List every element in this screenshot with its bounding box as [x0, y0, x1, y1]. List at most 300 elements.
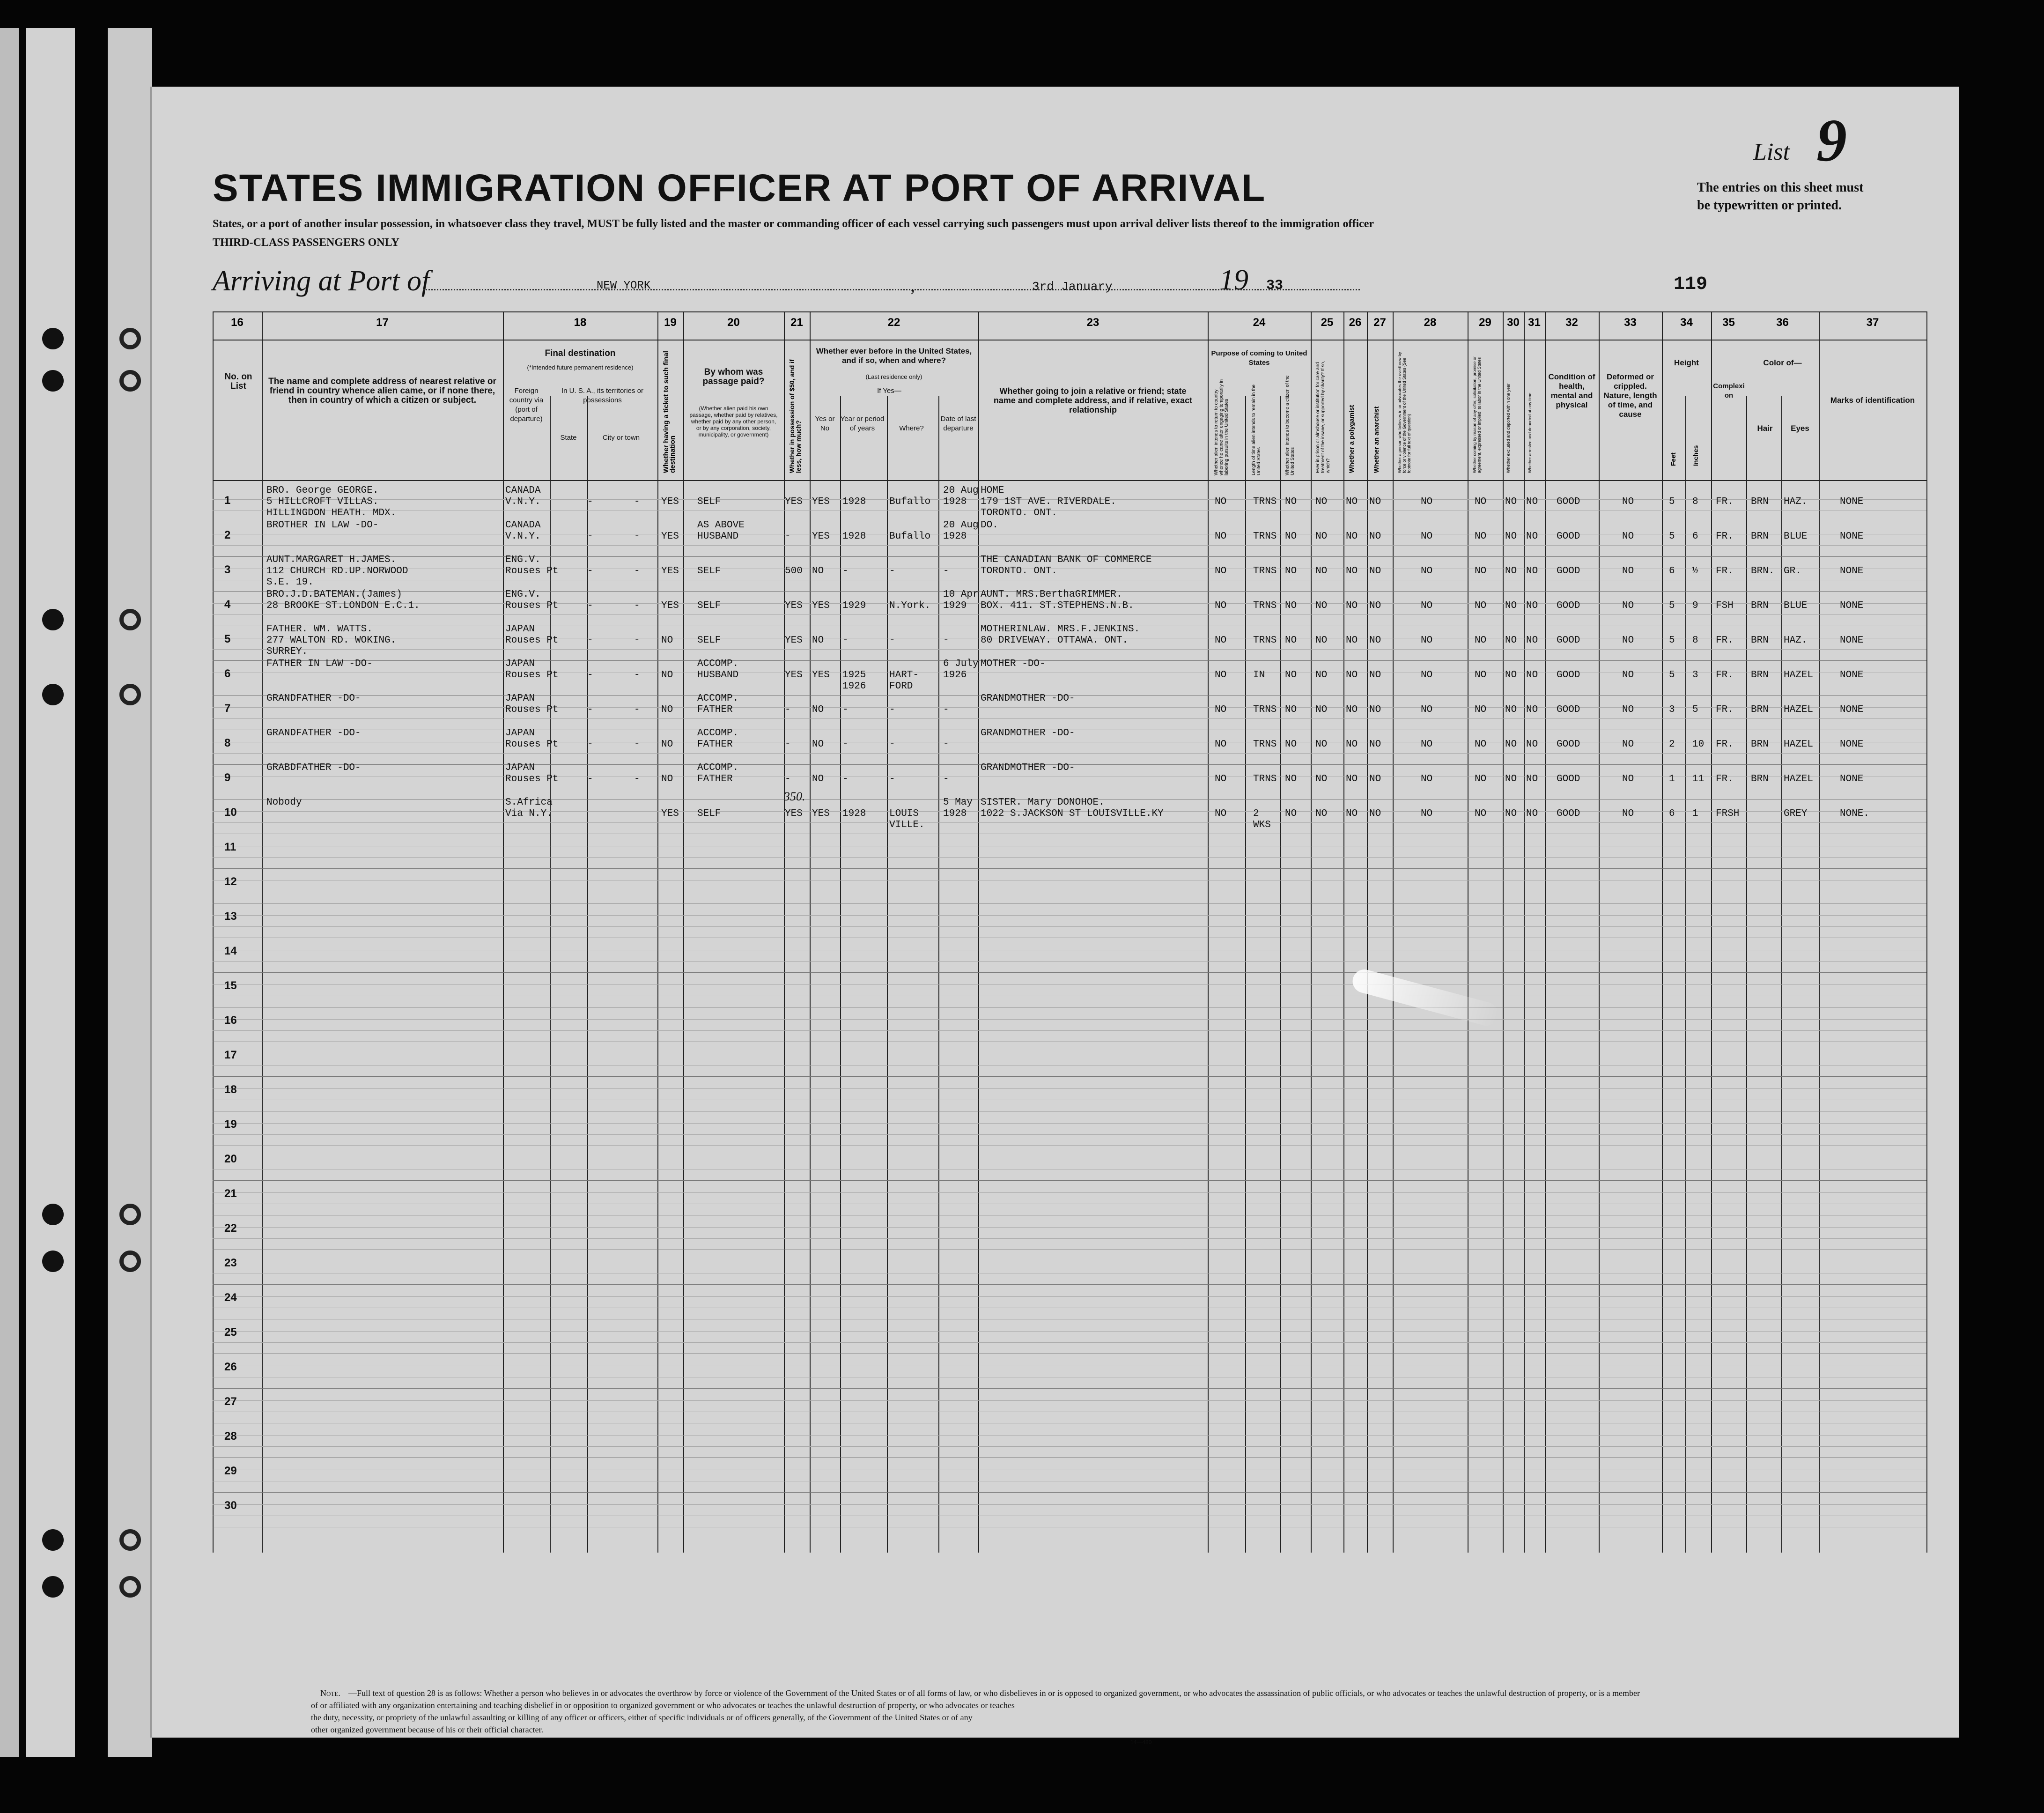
column-number: 30 [1507, 316, 1520, 329]
cell-eyes: HAZEL [1784, 670, 1814, 681]
header-ticket: Whether having a ticket to such final destination [662, 351, 677, 473]
cell-feet: 6 [1669, 808, 1675, 819]
cell-eyes: HAZEL [1784, 774, 1814, 784]
cell-health: GOOD [1557, 531, 1580, 542]
cell-year: - [842, 739, 849, 750]
binding-hole-icon [119, 609, 141, 630]
column-number: 24 [1253, 316, 1266, 329]
row-subrule [213, 1400, 1926, 1401]
cell-fc2: Rouses Pt [505, 704, 559, 715]
page-number: 119 [1674, 274, 1708, 295]
cell-p3: NO [1285, 600, 1297, 611]
header-joining: Whether going to join a relative or friend; state name and complete address, and if relative, exact relationship [993, 386, 1193, 414]
cell-c25: NO [1315, 496, 1328, 507]
row-subrule [213, 753, 1926, 754]
cell-inches: 9 [1692, 600, 1698, 611]
column-rule [1367, 311, 1368, 1553]
column-rule [1746, 396, 1747, 1553]
cell-c27: NO [1369, 566, 1381, 577]
cell-join1: GRANDMOTHER -DO- [981, 762, 1075, 773]
cell-p2: TRNS [1253, 774, 1277, 784]
cell-fc2: V.N.Y. [505, 531, 541, 542]
row-number: 12 [224, 875, 237, 888]
cell-c25: NO [1315, 600, 1328, 611]
cell-hair: BRN [1751, 635, 1769, 646]
cell-date2: 1926 [943, 670, 967, 681]
cell-complexion: FR. [1716, 704, 1734, 715]
cell-deformed: NO [1622, 670, 1634, 681]
cell-city: - [634, 704, 640, 715]
cell-c31: NO [1526, 496, 1538, 507]
cell-date2: - [943, 566, 949, 577]
cell-p1: NO [1215, 496, 1227, 507]
cell-p3: NO [1285, 704, 1297, 715]
binding-hole-icon [119, 1251, 141, 1272]
row-subrule [213, 1238, 1926, 1239]
cell-health: GOOD [1557, 670, 1580, 681]
cell-rel3: S.E. 19. [266, 577, 314, 588]
cell-c28: NO [1421, 808, 1433, 819]
cell-year: - [842, 774, 849, 784]
header-col31: Whether arrested and deported at any time [1527, 392, 1532, 473]
cell-c30: NO [1505, 739, 1517, 750]
cell-p2: TRNS [1253, 531, 1277, 542]
cell-c30: NO [1505, 600, 1517, 611]
binding-hole-icon [119, 684, 141, 705]
cell-deformed: NO [1622, 704, 1634, 715]
cell-p2: IN [1253, 670, 1265, 681]
cell-city: - [634, 739, 640, 750]
column-rule [978, 311, 979, 1553]
cell-p2: TRNS [1253, 566, 1277, 577]
row-subrule [213, 857, 1926, 858]
cell-feet: 5 [1669, 600, 1675, 611]
cell-c26: NO [1346, 566, 1358, 577]
column-rule [657, 311, 658, 1553]
cell-where: Bufallo [889, 531, 931, 542]
cell-before: YES [812, 496, 830, 507]
cell-before: YES [812, 600, 830, 611]
column-rule [1524, 311, 1525, 1553]
binding-hole-icon [42, 684, 64, 705]
cell-rel1: AUNT.MARGARET H.JAMES. [266, 555, 397, 565]
cell-ticket: YES [661, 496, 679, 507]
form-number: 14—480 [1130, 1739, 1152, 1746]
cell-c26: NO [1346, 635, 1358, 646]
row-number: 30 [224, 1499, 237, 1512]
cell-c28: NO [1421, 600, 1433, 611]
cell-c27: NO [1369, 600, 1381, 611]
row-subrule [213, 1030, 1926, 1031]
cell-join2: 1022 S.JACKSON ST LOUISVILLE.KY [981, 808, 1164, 819]
cell-p2: TRNS [1253, 739, 1277, 750]
cell-state: - [587, 496, 593, 507]
cell-p1: NO [1215, 704, 1227, 715]
cell-c28: NO [1421, 496, 1433, 507]
cell-rel1: BRO.J.D.BATEMAN.(James) [266, 589, 402, 600]
column-rule [938, 396, 939, 1553]
cell-deformed: NO [1622, 531, 1634, 542]
cell-c31: NO [1526, 670, 1538, 681]
cell-where: LOUIS [889, 808, 919, 819]
cell-c25: NO [1315, 635, 1328, 646]
cell-p1: NO [1215, 635, 1227, 646]
cell-fc1: JAPAN [505, 659, 535, 669]
cell-hair: BRN [1751, 739, 1769, 750]
header-height: Height [1674, 358, 1699, 367]
cell-date2: - [943, 739, 949, 750]
cell-c26: NO [1346, 670, 1358, 681]
row-subrule [213, 649, 1926, 650]
row-rule [213, 1284, 1926, 1285]
cell-ticket: NO [661, 635, 673, 646]
header-purpose-sub-1: Whether alien intends to return to country whence he came after engaging temporarily in laboring pursuits in the United States [1214, 379, 1229, 475]
cell-deformed: NO [1622, 774, 1634, 784]
cell-complexion: FRSH [1716, 808, 1740, 819]
column-rule [1819, 311, 1820, 1553]
row-subrule [213, 1088, 1926, 1089]
cell-before: YES [812, 670, 830, 681]
header-no-on-list: No. on List [224, 372, 252, 391]
cell-before: NO [812, 635, 824, 646]
cell-marks: NONE [1840, 774, 1864, 784]
cell-c28: NO [1421, 774, 1433, 784]
cell-marks: NONE [1840, 566, 1864, 577]
column-rule [840, 396, 841, 1553]
cell-c28: NO [1421, 704, 1433, 715]
header-before-in-us: Whether ever before in the United States, and if so, when and where? [816, 347, 972, 365]
column-rule [1208, 311, 1209, 1553]
column-number: 32 [1565, 316, 1578, 329]
header-purpose-sub-2: Length of time alien intends to remain in the United States [1251, 384, 1262, 475]
cell-rel2: 28 BROOKE ST.LONDON E.C.1. [266, 600, 420, 611]
row-subrule [213, 718, 1926, 719]
cell-c26: NO [1346, 704, 1358, 715]
cell-ticket: YES [661, 531, 679, 542]
cell-ticket: NO [661, 774, 673, 784]
cell-money: YES [785, 808, 803, 819]
column-rule [1685, 396, 1686, 1553]
cell-year: 1928 [842, 808, 866, 819]
cell-c27: NO [1369, 739, 1381, 750]
cell-state: - [587, 566, 593, 577]
column-number: 16 [231, 316, 244, 329]
cell-fc2: Rouses Pt [505, 566, 559, 577]
row-rule [213, 660, 1926, 661]
cell-money: - [785, 739, 791, 750]
cell-marks: NONE. [1840, 808, 1870, 819]
cell-p3: NO [1285, 774, 1297, 784]
footnote-line-2: of or affiliated with any organization entertaining and teaching disbelief in or opposition to organized government or who advocates or teaches the unlawful destruction of property, or who advocates or teaches [311, 1701, 1015, 1710]
binding-hole-icon [42, 1576, 64, 1598]
cell-fc1: CANADA [505, 520, 541, 531]
cell-fc1: ENG.V. [505, 589, 541, 600]
cell-c29: NO [1475, 496, 1487, 507]
binding-hole-icon [42, 1204, 64, 1225]
cell-inches: 8 [1692, 496, 1698, 507]
cell-feet: 2 [1669, 739, 1675, 750]
column-number: 23 [1086, 316, 1099, 329]
row-number: 28 [224, 1430, 237, 1443]
column-rule [887, 396, 888, 1553]
cell-inches: 10 [1692, 739, 1705, 750]
header-city: City or town [602, 434, 640, 442]
cell-p2b: WKS [1253, 820, 1271, 830]
cell-paid: FATHER [697, 704, 733, 715]
cell-c30: NO [1505, 808, 1517, 819]
cell-p3: NO [1285, 739, 1297, 750]
cell-inches: 11 [1692, 774, 1705, 784]
cell-deformed: NO [1622, 496, 1634, 507]
row-number: 17 [224, 1049, 237, 1061]
cell-p3: NO [1285, 635, 1297, 646]
row-number: 19 [224, 1118, 237, 1131]
cell-paid1: ACCOMP. [697, 659, 739, 669]
cell-date2: 1928 [943, 531, 967, 542]
cell-paid1: AS ABOVE [697, 520, 745, 531]
cell-inches: ½ [1692, 566, 1698, 577]
column-rule [1280, 396, 1281, 1553]
header-date-departure: Date of last departure [940, 415, 976, 432]
header-col29: Whether coming by reason of any offer, solicitation, promise or agreement, expressed or implied, to labor in the United States [1472, 356, 1482, 473]
description-line-1: States, or a port of another insular possession, in whatsoever class they travel, MUST be fully listed and the master or commanding officer of each vessel carrying such passengers must upon arrival deliver lists thereof to the immigration officer [213, 218, 1374, 230]
cell-c30: NO [1505, 531, 1517, 542]
header-passage-paid: By whom was passage paid? [702, 367, 765, 386]
cell-c29: NO [1475, 774, 1487, 784]
row-subrule [213, 1331, 1926, 1332]
cell-fc1: JAPAN [505, 728, 535, 739]
cell-fc1: JAPAN [505, 624, 535, 635]
cell-hair: BRN [1751, 531, 1769, 542]
column-number: 37 [1866, 316, 1879, 329]
cell-p1: NO [1215, 739, 1227, 750]
cell-c25: NO [1315, 704, 1328, 715]
cell-rel1: FATHER IN LAW -DO- [266, 659, 373, 669]
binding-strip [0, 28, 19, 1757]
column-number: 29 [1479, 316, 1491, 329]
footnote-line-1: —Full text of question 28 is as follows: Whether a person who believes in or advocates the overthrow by force or violence of the Government of the United States or of all forms of law, or who disbelieves in or is opposed to organized government, or who advocates the assassination of public officials, or who advocates or teaches the unlawful destruction of property, or is a member [348, 1688, 1640, 1698]
cell-city: - [634, 600, 640, 611]
header-state: State [560, 434, 577, 442]
cell-state: - [587, 600, 593, 611]
cell-hair: BRN [1751, 496, 1769, 507]
cell-p3: NO [1285, 531, 1297, 542]
cell-c25: NO [1315, 808, 1328, 819]
header-polygamist: Whether a polygamist [1348, 405, 1355, 473]
binding-strip [26, 28, 75, 1757]
cell-where: HART- [889, 670, 919, 681]
row-subrule [213, 1019, 1926, 1020]
binding-hole-icon [42, 1529, 64, 1551]
row-subrule [213, 1342, 1926, 1343]
header-passage-paid-note: (Whether alien paid his own passage, whether paid by relatives, whether paid by any other person, or by any corporation, society, municipality, or government) [689, 405, 778, 438]
row-number: 6 [224, 667, 231, 680]
cell-c29: NO [1475, 670, 1487, 681]
cell-state: - [587, 670, 593, 681]
column-rule [1311, 311, 1312, 1553]
cell-c29: NO [1475, 635, 1487, 646]
cell-p2: TRNS [1253, 704, 1277, 715]
cell-marks: NONE [1840, 496, 1864, 507]
header-where: Where? [899, 424, 924, 432]
header-final-destination-note: (*Intended future permanent residence) [527, 364, 634, 371]
cell-before: NO [812, 739, 824, 750]
cell-p1: NO [1215, 531, 1227, 542]
cell-p3: NO [1285, 496, 1297, 507]
cell-ticket: NO [661, 739, 673, 750]
row-subrule [213, 915, 1926, 916]
list-number: 9 [1816, 107, 1847, 174]
cell-join1: MOTHERINLAW. MRS.F.JENKINS. [981, 624, 1140, 635]
cell-fc2: V.N.Y. [505, 496, 541, 507]
column-rule [1503, 311, 1504, 1553]
row-subrule [213, 1446, 1926, 1447]
cell-date2: 1928 [943, 496, 967, 507]
row-number: 20 [224, 1153, 237, 1165]
cell-join1: GRANDMOTHER -DO- [981, 693, 1075, 704]
year-suffix: 33 [1266, 278, 1284, 294]
cell-p3: NO [1285, 670, 1297, 681]
cell-paid: HUSBAND [697, 670, 739, 681]
cell-complexion: FR. [1716, 635, 1734, 646]
cell-inches: 1 [1692, 808, 1698, 819]
column-rule [1781, 396, 1782, 1553]
column-rule [1343, 311, 1344, 1553]
row-number: 29 [224, 1465, 237, 1477]
cell-c31: NO [1526, 739, 1538, 750]
header-feet: Feet [1669, 452, 1677, 466]
binding-hole-icon [119, 1576, 141, 1598]
row-number: 4 [224, 598, 231, 611]
cell-join1: GRANDMOTHER -DO- [981, 728, 1075, 739]
cell-eyes: HAZEL [1784, 739, 1814, 750]
cell-p2: TRNS [1253, 600, 1277, 611]
row-rule [213, 1492, 1926, 1493]
cell-inches: 5 [1692, 704, 1698, 715]
column-rule [810, 311, 811, 1553]
cell-feet: 5 [1669, 496, 1675, 507]
cell-before: YES [812, 531, 830, 542]
year-label: 19 [1219, 264, 1248, 296]
row-number: 21 [224, 1187, 237, 1200]
column-number: 20 [727, 316, 740, 329]
row-rule [213, 1076, 1926, 1077]
cell-hair: BRN. [1751, 566, 1775, 577]
cell-paid1: ACCOMP. [697, 728, 739, 739]
cell-feet: 5 [1669, 531, 1675, 542]
cell-p1: NO [1215, 774, 1227, 784]
cell-health: GOOD [1557, 566, 1580, 577]
cell-money: - [785, 774, 791, 784]
cell-money: YES [785, 635, 803, 646]
cell-ticket: NO [661, 704, 673, 715]
header-col30: Whether excluded and deported within one year [1506, 383, 1511, 473]
cell-ticket: YES [661, 600, 679, 611]
header-relative-address: The name and complete address of nearest relative or friend in country whence alien came, or if none there, then in country of which a citizen or subject. [268, 377, 496, 405]
row-rule [213, 1180, 1926, 1181]
cell-money: - [785, 531, 791, 542]
cell-rel1: GRABDFATHER -DO- [266, 762, 361, 773]
column-number: 25 [1321, 316, 1334, 329]
cell-health: GOOD [1557, 808, 1580, 819]
binding-hole-icon [119, 1529, 141, 1551]
manifest-table [213, 311, 1926, 1553]
column-number: 26 [1349, 316, 1362, 329]
cell-date1: 6 July [943, 659, 979, 669]
cell-c31: NO [1526, 566, 1538, 577]
cell-paid: SELF [697, 600, 721, 611]
row-subrule [213, 822, 1926, 823]
cell-paid: SELF [697, 566, 721, 577]
cell-p2: TRNS [1253, 635, 1277, 646]
cell-c31: NO [1526, 635, 1538, 646]
row-subrule [213, 984, 1926, 985]
arriving-label: Arriving at Port of [213, 265, 430, 297]
cell-feet: 5 [1669, 635, 1675, 646]
cell-c28: NO [1421, 531, 1433, 542]
cell-c27: NO [1369, 704, 1381, 715]
cell-where: - [889, 774, 895, 784]
cell-c29: NO [1475, 739, 1487, 750]
cell-feet: 1 [1669, 774, 1675, 784]
cell-city: - [634, 670, 640, 681]
row-number: 8 [224, 737, 231, 749]
cell-fc1: JAPAN [505, 762, 535, 773]
cell-year: - [842, 635, 849, 646]
cell-join3: TORONTO. ONT. [981, 508, 1057, 518]
binding-hole-icon [119, 1204, 141, 1225]
cell-join1: MOTHER -DO- [981, 659, 1046, 669]
cell-fc2: Rouses Pt [505, 635, 559, 646]
cell-health: GOOD [1557, 496, 1580, 507]
cell-p1: NO [1215, 670, 1227, 681]
header-final-destination: Final destination [545, 348, 616, 358]
cell-eyes: BLUE [1784, 600, 1808, 611]
cell-rel2: 112 CHURCH RD.UP.NORWOOD [266, 566, 408, 577]
cell-fc1: CANADA [505, 485, 541, 496]
cell-c29: NO [1475, 566, 1487, 577]
footnote-label: Note. [320, 1688, 340, 1698]
cell-hair: BRN [1751, 704, 1769, 715]
header-color-of: Color of— [1763, 358, 1802, 367]
cell-deformed: NO [1622, 566, 1634, 577]
column-number: 19 [664, 316, 677, 329]
cell-p1: NO [1215, 808, 1227, 819]
cell-complexion: FR. [1716, 774, 1734, 784]
cell-complexion: FR. [1716, 531, 1734, 542]
cell-date1: 20 Aug [943, 520, 979, 531]
cell-fc2: Rouses Pt [505, 670, 559, 681]
row-number: 16 [224, 1014, 237, 1027]
row-subrule [213, 545, 1926, 546]
cell-join1: THE CANADIAN BANK OF COMMERCE [981, 555, 1152, 565]
cell-date1: 20 Aug [943, 485, 979, 496]
cell-state: - [587, 774, 593, 784]
cell-fc1: JAPAN [505, 693, 535, 704]
cell-c27: NO [1369, 808, 1381, 819]
cell-marks: NONE [1840, 600, 1864, 611]
page-title: STATES IMMIGRATION OFFICER AT PORT OF ARRIVAL [213, 167, 1266, 209]
column-rule [503, 311, 504, 1553]
cell-date1: 10 Apr [943, 589, 979, 600]
cell-c31: NO [1526, 808, 1538, 819]
cell-health: GOOD [1557, 774, 1580, 784]
row-subrule [213, 1123, 1926, 1124]
column-rule [1926, 311, 1927, 1553]
cell-money-note: 350. [784, 790, 805, 803]
cell-eyes: BLUE [1784, 531, 1808, 542]
row-number: 24 [224, 1291, 237, 1304]
